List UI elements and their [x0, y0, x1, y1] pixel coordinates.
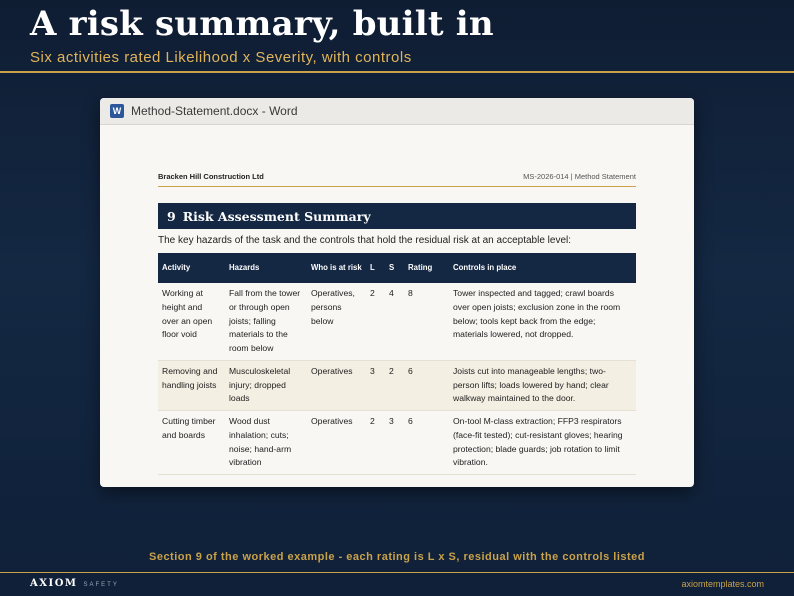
column-header-hazards: Hazards — [225, 253, 307, 283]
column-header-controls: Controls in place — [449, 253, 636, 283]
cell-controls: Tower inspected and tagged; crawl boards over open joists; exclusion zone in the room below; tools kept back from the edge; materials lowered, not dropped. — [449, 283, 636, 360]
cell-activity: Cutting timber and boards — [158, 411, 225, 475]
table-row — [158, 411, 636, 475]
document-header — [158, 169, 636, 187]
cell-hazards: Musculoskeletal injury; dropped loads — [225, 360, 307, 410]
slide-title: A risk summary, built in — [30, 4, 494, 44]
brand-tagline: SAFETY — [83, 582, 119, 588]
section-heading — [158, 203, 636, 229]
brand-logo — [30, 578, 119, 589]
document-reference: MS-2026-014 | Method Statement — [523, 171, 636, 181]
cell-rating: 6 — [404, 411, 449, 475]
cell-hazards: Fall from the tower or through open joists; falling materials to the room below — [225, 283, 307, 360]
column-header-who: Who is at risk — [307, 253, 366, 283]
title-divider — [0, 71, 794, 73]
cell-rating: 8 — [404, 283, 449, 360]
table-row — [158, 360, 636, 410]
table-header-row — [158, 253, 636, 283]
cell-who: Operatives, persons below — [307, 283, 366, 360]
cell-controls: Joists cut into manageable lengths; two-person lifts; loads lowered by hand; clear walkway maintained to the door. — [449, 360, 636, 410]
column-header-activity: Activity — [158, 253, 225, 283]
intro-paragraph: The key hazards of the task and the controls that hold the residual risk at an acceptable level: — [158, 235, 572, 246]
cell-hazards: Wood dust inhalation; cuts; noise; hand-arm vibration — [225, 411, 307, 475]
cell-severity: 2 — [385, 360, 404, 410]
cell-likelihood: 3 — [366, 360, 385, 410]
cell-severity: 3 — [385, 411, 404, 475]
website-link[interactable]: axiomtemplates.com — [681, 579, 764, 589]
cell-rating: 6 — [404, 360, 449, 410]
cell-who: Operatives — [307, 411, 366, 475]
slide-subtitle: Six activities rated Likelihood x Severity, with controls — [30, 49, 412, 66]
word-app-icon: W — [110, 104, 124, 118]
risk-table — [158, 253, 636, 475]
cell-severity: 4 — [385, 283, 404, 360]
column-header-rating: Rating — [404, 253, 449, 283]
cell-likelihood: 2 — [366, 283, 385, 360]
word-window — [100, 98, 694, 487]
cell-controls: On-tool M-class extraction; FFP3 respirators (face-fit tested); cut-resistant gloves; hearing protection; blade guards; job rotation to limit vibration. — [449, 411, 636, 475]
document-page — [158, 125, 636, 487]
column-header-severity: S — [385, 253, 404, 283]
slide-caption: Section 9 of the worked example - each rating is L x S, residual with the controls listed — [148, 551, 646, 563]
footer-divider — [0, 572, 794, 573]
brand-name: AXIOM — [30, 578, 78, 589]
cell-activity: Working at height and over an open floor void — [158, 283, 225, 360]
cell-activity: Removing and handling joists — [158, 360, 225, 410]
window-title: Method-Statement.docx - Word — [131, 104, 298, 118]
section-title: Risk Assessment Summary — [182, 208, 371, 224]
company-name: Bracken Hill Construction Ltd — [158, 171, 264, 181]
cell-likelihood: 2 — [366, 411, 385, 475]
window-titlebar[interactable] — [100, 98, 694, 125]
table-row — [158, 283, 636, 360]
section-number: 9 — [167, 208, 176, 224]
column-header-likelihood: L — [366, 253, 385, 283]
cell-who: Operatives — [307, 360, 366, 410]
